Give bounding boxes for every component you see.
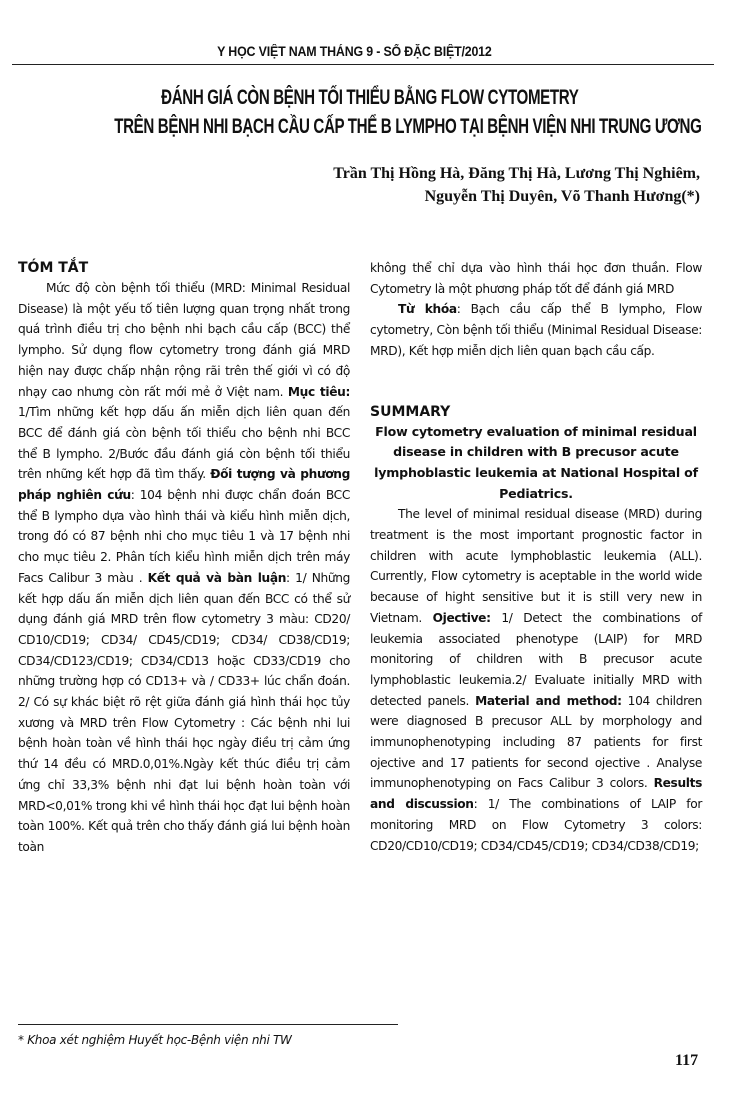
summary-heading: SUMMARY xyxy=(370,403,451,420)
article-title-text-1: ĐÁNH GIÁ CÒN BỆNH TỐI THIỂU BẰNG FLOW CYTOMETRY xyxy=(161,86,579,109)
methods-label: Đối tượng và phương pháp nghiên cứu xyxy=(18,467,350,503)
authors-line-2: Nguyễn Thị Duyên, Võ Thanh Hương(*) xyxy=(424,188,700,205)
summary-title: Flow cytometry evaluation of minimal residual disease in children with B precusor acute lymphoblastic leukemia at National Hospital of Pediatrics. xyxy=(374,423,698,501)
abstract-text: 1/Tìm những kết hợp dấu ấn miễn dịch liên quan đến BCC để đánh giá còn bệnh tối thiểu cho bệnh nhi BCC thể B lympho. 2/Bước đầu đánh giá còn bệnh tối thiểu trên những kết hợp đã tìm thấy. xyxy=(18,405,350,482)
abstract-text: : 1/ Những kết hợp dấu ấn miễn dịch liên quan đến BCC có thể sử dụng đánh giá MRD trên flow cytometry 3 màu: CD20/ CD10/CD19; CD34/ CD45/CD19; CD34/ CD38/CD19; CD34/CD123/CD19; CD34/CD13 hoặc CD33/CD19 cho những trường hợp có CD13+ và / CD33+ lúc chẩn đoán. 2/ Có sự khác biệt rõ rệt giữa đánh giá hình thái học tủy xương và MRD trên Flow Cytometry : Các bệnh nhi lui bệnh hoàn toàn về hình thái học ngày điều trị cảm ứng thứ 14 đều có MRD.0,01%.Ngày kết thúc điều trị cảm ứng chỉ 33,3% bệnh nhi đạt lui bệnh hoàn toàn với MRD<0,01% trong khi về hình thái học đạt lui bệnh hoàn toàn 100%. Kết quả trên cho thấy đánh giá lui bệnh hoàn toàn xyxy=(18,570,350,854)
results-label: Kết quả và bàn luận xyxy=(147,570,287,585)
abstract-paragraph xyxy=(18,278,350,858)
section-spacer xyxy=(370,362,702,402)
keywords-paragraph xyxy=(370,299,702,361)
left-column xyxy=(18,258,350,858)
page-number: 117 xyxy=(675,1052,699,1069)
right-column xyxy=(370,258,702,856)
abstract-heading: TÓM TẮT xyxy=(18,260,89,276)
article-title-line-1 xyxy=(0,86,740,110)
keywords-text: : Bạch cầu cấp thể B lympho, Flow cytometry, Còn bệnh tối thiểu (Minimal Residual Disease: MRD), Kết hợp miễn dịch liên quan bạch cầu cấp. xyxy=(370,302,702,358)
abstract-continued: không thể chỉ dựa vào hình thái học đơn thuần. Flow Cytometry là một phương pháp tốt để đánh giá MRD xyxy=(370,261,702,296)
authors-line-1: Trần Thị Hồng Hà, Đăng Thị Hà, Lương Thị Nghiêm, xyxy=(333,165,700,182)
abstract-text: : 104 bệnh nhi được chẩn đoán BCC thể B lympho dựa vào hình thái và kiểu hình miễn dịch, trong đó có 87 bệnh nhi cho mục tiêu 1 và 17 bệnh nhi cho mục tiêu 2. Phân tích kiểu hình miễn dịch trên máy Facs Calibur 3 màu . xyxy=(18,488,350,585)
objective-label: Mục tiêu: xyxy=(287,384,350,399)
summary-text: The level of minimal residual disease (MRD) during treatment is the most important prognostic factor in children with acute lymphoblastic leukemia (ALL). Currently, Flow cytometry is aceptable in the world wide because of hight sensitive but it is still very new in Vietnam. xyxy=(370,507,702,625)
header-rule xyxy=(12,64,714,65)
footnote-rule xyxy=(18,1024,398,1025)
article-title-line-2 xyxy=(0,115,740,139)
summary-text: 1/ Detect the combinations of leukemia associated phenotype (LAIP) for MRD monitoring of children with B precusor acute lymphoblastic leukemia.2/ Evaluate initially MRD with detected panels. xyxy=(370,610,702,708)
article-title-text-2: TRÊN BỆNH NHI BẠCH CẦU CẤP THỂ B LYMPHO TẠI BỆNH VIỆN NHI TRUNG ƯƠNG xyxy=(114,115,702,138)
footnote: * Khoa xét nghiệm Huyết học-Bệnh viện nhi TW xyxy=(18,1033,292,1047)
objective-label: Ojective: xyxy=(432,610,491,625)
abstract-text: Mức độ còn bệnh tối thiểu (MRD: Minimal Residual Disease) là một yếu tố tiên lượng quan trọng nhất trong quá trình điều trị cho bệnh nhi bạch cầu cấp (BCC) thể lympho. Sử dụng flow cytometry trong đánh giá MRD hiện nay được chấp nhận rộng rãi trên thế giới vì có độ nhạy cao nhưng còn rất mới mẻ ở Việt nam. xyxy=(18,281,350,399)
results-label: Results and discussion xyxy=(370,776,702,812)
keywords-label: Từ khóa xyxy=(398,302,457,317)
summary-text: 104 children were diagnosed B precusor ALL by morphology and immunophenotyping including 87 patients for first ojective and 17 patients for second ojective . Analyse immunophenotyping on Facs Calibur 3 colors. xyxy=(370,693,702,791)
summary-paragraph xyxy=(370,504,702,856)
methods-label: Material and method: xyxy=(475,693,622,708)
journal-header: Y HỌC VIỆT NAM THÁNG 9 - SỐ ĐẶC BIỆT/2012 xyxy=(217,44,492,59)
summary-text: : 1/ The combinations of LAIP for monitoring MRD on Flow Cytometry 3 colors: CD20/CD10/CD19; CD34/CD45/CD19; CD34/CD38/CD19; xyxy=(370,797,702,853)
